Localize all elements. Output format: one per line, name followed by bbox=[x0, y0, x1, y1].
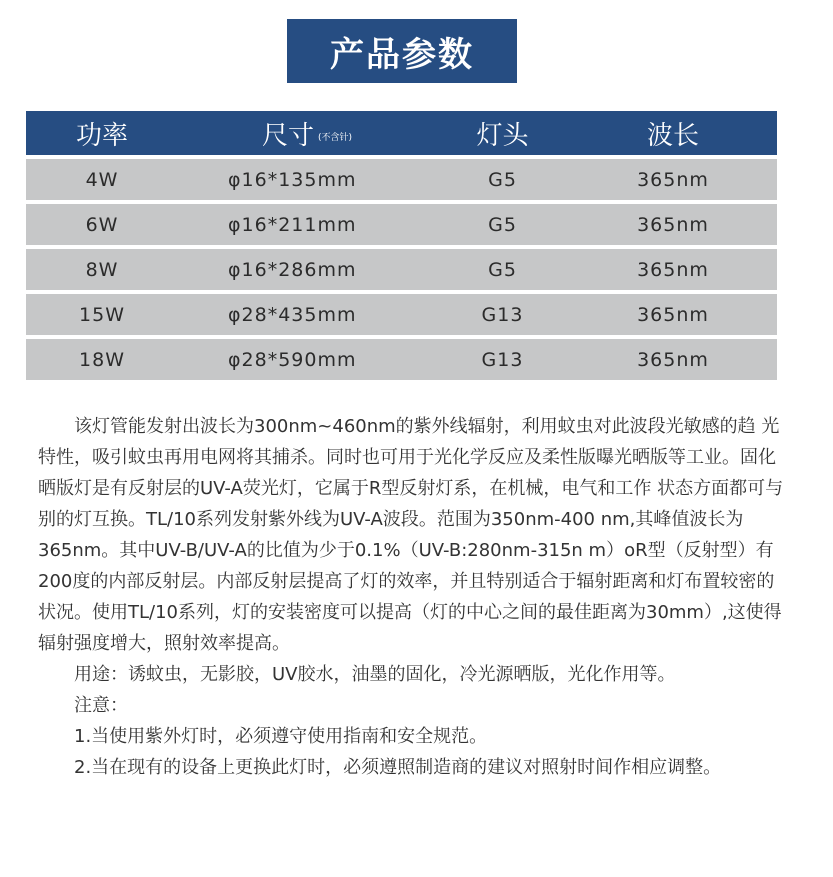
spec-table bbox=[26, 107, 777, 384]
header-size-label: 尺寸 bbox=[261, 120, 314, 151]
cell-power: 18W bbox=[26, 339, 178, 380]
cell-power: 15W bbox=[26, 294, 178, 335]
cell-wavelength: 365nm bbox=[569, 249, 777, 290]
product-description bbox=[38, 411, 788, 783]
cell-cap: G13 bbox=[436, 294, 569, 335]
header-wavelength: 波长 bbox=[569, 111, 777, 155]
table-row bbox=[26, 249, 777, 290]
table-row bbox=[26, 339, 777, 380]
description-notice-2: 2.当在现有的设备上更换此灯时，必须遵照制造商的建议对照射时间作相应调整。 bbox=[74, 757, 722, 778]
cell-size: φ28*435mm bbox=[178, 294, 436, 335]
description-usage: 用途：诱蚊虫，无影胶，UV胶水，油墨的固化，冷光源晒版，光化作用等。 bbox=[74, 664, 676, 685]
header-power: 功率 bbox=[26, 111, 178, 155]
cell-cap: G13 bbox=[436, 339, 569, 380]
cell-size: φ16*135mm bbox=[178, 159, 436, 200]
cell-size: φ16*286mm bbox=[178, 249, 436, 290]
cell-size: φ16*211mm bbox=[178, 204, 436, 245]
cell-wavelength: 365nm bbox=[569, 339, 777, 380]
cell-power: 8W bbox=[26, 249, 178, 290]
description-main: 该灯管能发射出波长为300nm~460nm的紫外线辐射，利用蚊虫对此波段光敏感的趋 光特性，吸引蚊虫再用电网将其捕杀。同时也可用于光化学反应及柔性版曝光晒版等工业。固化晒版灯是有反射层的UV-A荧光灯，它属于R型反射灯系，在机械，电气和工作 状态方面都可与别的灯互换。TL/10系列发射紫外线为UV-A波段。范围为350nm-400 nm,其峰值波长为365nm。其中UV-B/UV-A的比值为少于0.1%（UV-B:280nm-315n m）oR型（反射型）有200度的内部反射层。内部反射层提高了灯的效率，并且特别适合于辐射距离和灯布置较密的状况。使用TL/10系列，灯的安装密度可以提高（灯的中心之间的最佳距离为30mm）,这使得辐射强度增大，照射效率提高。 bbox=[38, 416, 784, 654]
cell-power: 6W bbox=[26, 204, 178, 245]
cell-cap: G5 bbox=[436, 249, 569, 290]
description-notice-1: 1.当使用紫外灯时，必须遵守使用指南和安全规范。 bbox=[74, 726, 488, 747]
cell-wavelength: 365nm bbox=[569, 204, 777, 245]
table-row bbox=[26, 294, 777, 335]
table-row bbox=[26, 204, 777, 245]
page-title: 产品参数 bbox=[287, 19, 517, 83]
description-notice-label: 注意： bbox=[74, 695, 128, 716]
header-size-note: (不含针) bbox=[317, 132, 353, 143]
cell-cap: G5 bbox=[436, 159, 569, 200]
cell-wavelength: 365nm bbox=[569, 294, 777, 335]
table-header-row bbox=[26, 111, 777, 155]
header-cap: 灯头 bbox=[436, 111, 569, 155]
header-size bbox=[178, 111, 436, 155]
table-row bbox=[26, 159, 777, 200]
cell-size: φ28*590mm bbox=[178, 339, 436, 380]
cell-wavelength: 365nm bbox=[569, 159, 777, 200]
cell-power: 4W bbox=[26, 159, 178, 200]
cell-cap: G5 bbox=[436, 204, 569, 245]
